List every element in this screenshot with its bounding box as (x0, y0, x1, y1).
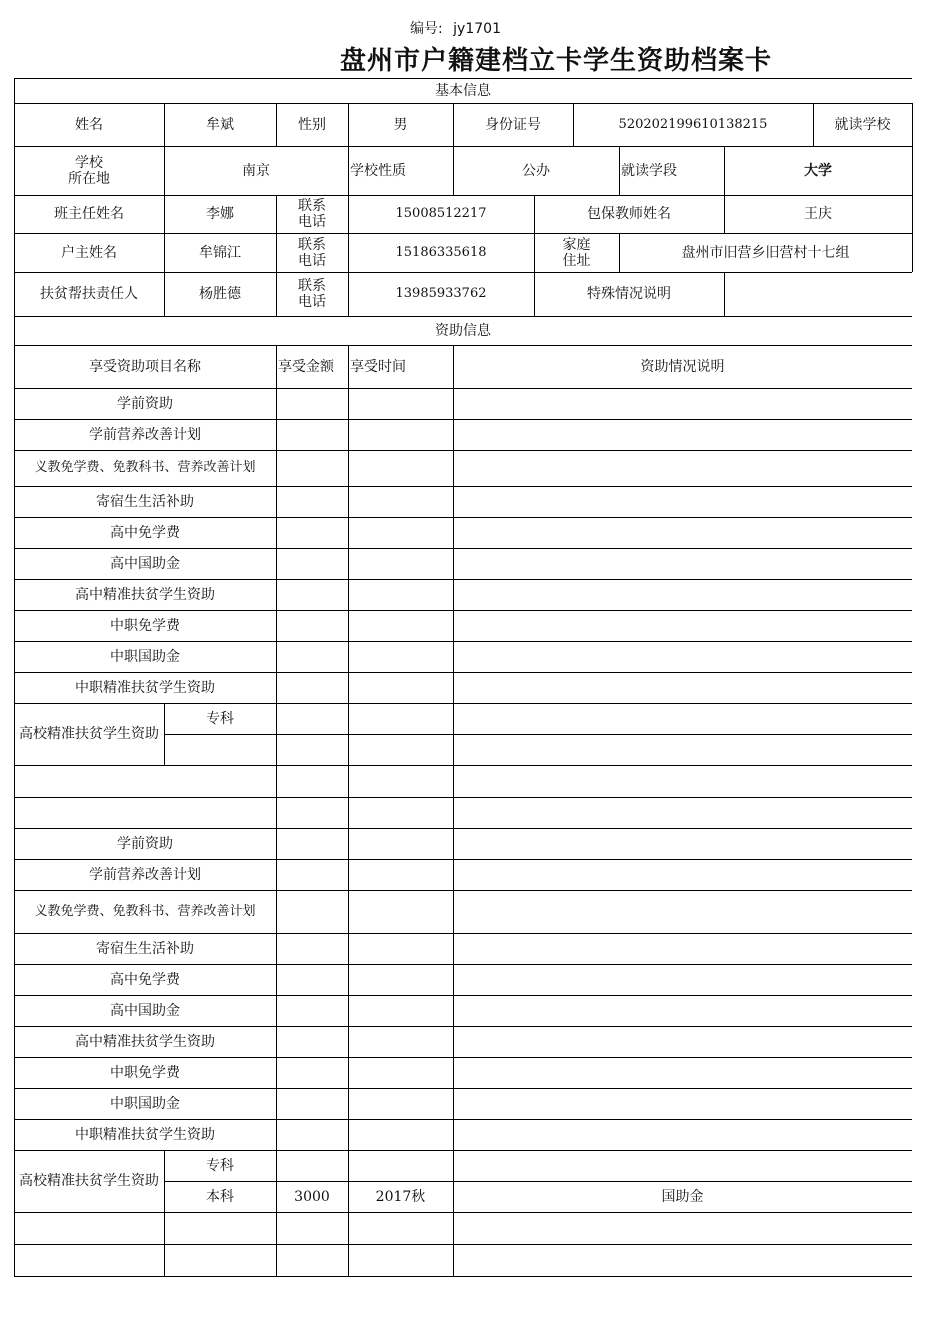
aid-info-header: 资助信息 (435, 322, 491, 339)
household-head-value: 牟锦江 (199, 244, 241, 261)
table-rule (14, 797, 912, 798)
table-rule (14, 1244, 912, 1245)
page-title: 盘州市户籍建档立卡学生资助档案卡 (340, 46, 773, 76)
aid-time-col-header: 享受时间 (350, 358, 406, 375)
table-rule (912, 146, 913, 272)
table-rule (14, 828, 912, 829)
aid-time-value: 2017秋 (375, 1188, 426, 1205)
head-teacher-value: 李娜 (206, 206, 234, 222)
college-aid-sub-undergrad: 本科 (206, 1188, 234, 1205)
helper-phone: 13985933762 (395, 286, 487, 301)
school-nature-label: 学校性质 (350, 162, 406, 179)
aid-project-name: 寄宿生生活补助 (96, 493, 194, 510)
table-rule (164, 734, 912, 735)
table-rule (453, 345, 454, 1276)
aid-project-name: 学前营养改善计划 (89, 866, 201, 883)
gender-value: 男 (393, 116, 408, 133)
school-stage-label: 就读学段 (621, 162, 677, 179)
name-label: 姓名 (75, 116, 103, 133)
school-stage-value: 大学 (804, 162, 832, 179)
aid-project-name: 中职精准扶贫学生资助 (75, 1126, 215, 1143)
id-number-value: 520202199610138215 (618, 116, 768, 132)
gender-label: 性别 (298, 116, 326, 133)
aid-project-name: 学前资助 (117, 395, 173, 412)
aid-project-name: 学前营养改善计划 (89, 426, 201, 443)
household-head-label: 户主姓名 (61, 244, 117, 261)
aid-project-name: 高中国助金 (110, 555, 180, 572)
aid-amount-col-header: 享受金额 (278, 358, 334, 375)
table-rule (348, 345, 349, 1276)
aid-project-name: 中职免学费 (110, 617, 180, 634)
aid-project-col-header: 享受资助项目名称 (89, 358, 201, 375)
college-aid-sub-empty (164, 734, 276, 765)
aid-project-name: 中职国助金 (110, 648, 180, 665)
name-value: 牟斌 (206, 116, 234, 133)
school-location-value: 南京 (242, 162, 270, 179)
mentor-teacher-label: 包保教师姓名 (587, 206, 671, 222)
aid-project-name: 高中免学费 (110, 971, 180, 988)
aid-project-name: 高中免学费 (110, 524, 180, 541)
aid-desc-col-header: 资助情况说明 (640, 358, 725, 375)
aid-project-name: 中职精准扶贫学生资助 (75, 679, 215, 696)
aid-amount-value: 3000 (294, 1188, 330, 1205)
aid-desc-value: 国助金 (661, 1188, 704, 1205)
archive-number-label: 编号: (410, 21, 443, 37)
archive-number (410, 18, 507, 38)
poverty-helper-value: 杨胜德 (199, 286, 241, 302)
aid-project-name: 高中国助金 (110, 1002, 180, 1019)
aid-project-name: 中职国助金 (110, 1095, 180, 1112)
aid-project-name: 学前资助 (117, 835, 173, 852)
aid-project-name: 高中精准扶贫学生资助 (75, 586, 215, 603)
table-rule (276, 345, 277, 1276)
mentor-teacher-value: 王庆 (804, 206, 832, 222)
college-aid-label: 高校精准扶贫学生资助 (19, 726, 159, 742)
college-aid-sub-junior: 专科 (206, 1157, 234, 1174)
home-address-label: 家庭 住址 (562, 236, 591, 269)
basic-info-header: 基本信息 (435, 82, 491, 99)
aid-project-name: 中职免学费 (110, 1064, 180, 1081)
head-teacher-label: 班主任姓名 (54, 206, 124, 222)
archive-number-value: jy1701 (453, 21, 501, 37)
home-address-value: 盘州市旧营乡旧营村十七组 (681, 244, 850, 261)
college-aid-label: 高校精准扶贫学生资助 (19, 1173, 159, 1189)
school-label: 就读学校 (834, 116, 891, 133)
school-location-label: 学校 所在地 (68, 154, 110, 187)
aid-project-name: 义教免学费、免教科书、营养改善计划 (34, 903, 256, 919)
head-teacher-phone-label: 联系 电话 (298, 198, 326, 230)
household-phone-label: 联系 电话 (298, 236, 326, 269)
aid-project-name: 寄宿生生活补助 (96, 940, 194, 957)
id-number-label: 身份证号 (485, 116, 541, 133)
table-rule (912, 103, 913, 146)
head-teacher-phone: 15008512217 (395, 206, 487, 221)
household-phone: 15186335618 (395, 244, 487, 260)
school-nature-value: 公办 (522, 162, 550, 179)
aid-project-name: 高中精准扶贫学生资助 (75, 1033, 215, 1050)
table-rule (14, 765, 912, 766)
college-aid-sub-junior: 专科 (206, 710, 234, 727)
table-rule (14, 1276, 912, 1277)
helper-phone-label: 联系 电话 (298, 278, 326, 310)
special-notes-value (724, 272, 912, 316)
table-rule (14, 1212, 912, 1213)
aid-project-name: 义教免学费、免教科书、营养改善计划 (34, 460, 256, 475)
poverty-helper-label: 扶贫帮扶责任人 (40, 286, 138, 302)
special-notes-label: 特殊情况说明 (587, 286, 671, 302)
